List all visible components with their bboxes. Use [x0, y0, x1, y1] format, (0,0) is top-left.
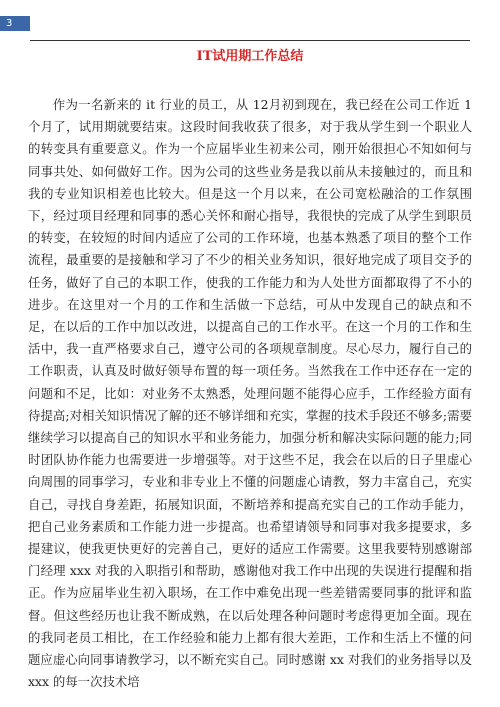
page-number-badge	[0, 16, 30, 31]
page-number: 3	[6, 18, 13, 29]
body-paragraph: 作为一名新来的 it 行业的员工，从 12月初到现在，我已经在公司工作近 1 个月了，试用期就要结束。这段时间我收获了很多，对于我从学生到一个职业人的转变具有重要意义。作为一个应届毕业生初来公司，刚开始很担心不知如何与同事共处、如何做好工作。因为公司的这些业务是我以前从未接触过的，而且和我的专业知识相差也比较大。但是这一个月以来，在公司宽松融洽的工作氛围下，经过项目经理和同事的悉心关怀和耐心指导，我很快的完成了从学生到职员的转变，在较短的时间内适应了公司的工作环境，也基本熟悉了项目的整个工作流程，最重要的是接触和学习了不少的相关业务知识，很好地完成了项目交予的任务，做好了自己的本职工作，使我的工作能力和为人处世方面都取得了不小的进步。在这里对一个月的工作和生活做一下总结，可从中发现自己的缺点和不足，在以后的工作中加以改进，以提高自己的工作水平。在这一个月的工作和生活中，我一直严格要求自己，遵守公司的各项规章制度。尽心尽力，履行自己的工作职责，认真及时做好领导布置的每一项任务。当然我在工作中还存在一定的问题和不足，比如：对业务不太熟悉，处理问题不能得心应手，工作经验方面有待提高;对相关知识情况了解的还不够详细和充实，掌握的技术手段还不够多;需要继续学习以提高自己的知识水平和业务能力，加强分析和解决实际问题的能力;同时团队协作能力也需要进一步增强等。对于这些不足，我会在以后的日子里虚心向周围的同事学习，专业和非专业上不懂的问题虚心请教，努力丰富自己，充实自己，寻找自身差距，拓展知识面，不断培养和提高充实自己的工作动手能力，把自己业务素质和工作能力进一步提高。也希望请领导和同事对我多提要求，多提建议，使我更快更好的完善自己，更好的适应工作需要。这里我要特别感谢部门经理 xxx 对我的入职指引和帮助，感谢他对我工作中出现的失误进行提醒和指正。作为应届毕业生初入职场，在工作中难免出现一些差错需要同事的批评和监督。但这些经历也让我不断成熟，在以后处理各种问题时考虑得更加全面。现在的我同老员工相比，在工作经验和能力上都有很大差距，工作和生活上不懂的问题应虚心向同事请教学习，以不断充实自己。同时感谢 xx 对我们的业务指导以及 xxx 的每一次技术培	[28, 97, 472, 690]
header-rule	[30, 40, 470, 41]
body-text	[28, 94, 472, 693]
document-title: IT试用期工作总结	[196, 49, 304, 64]
